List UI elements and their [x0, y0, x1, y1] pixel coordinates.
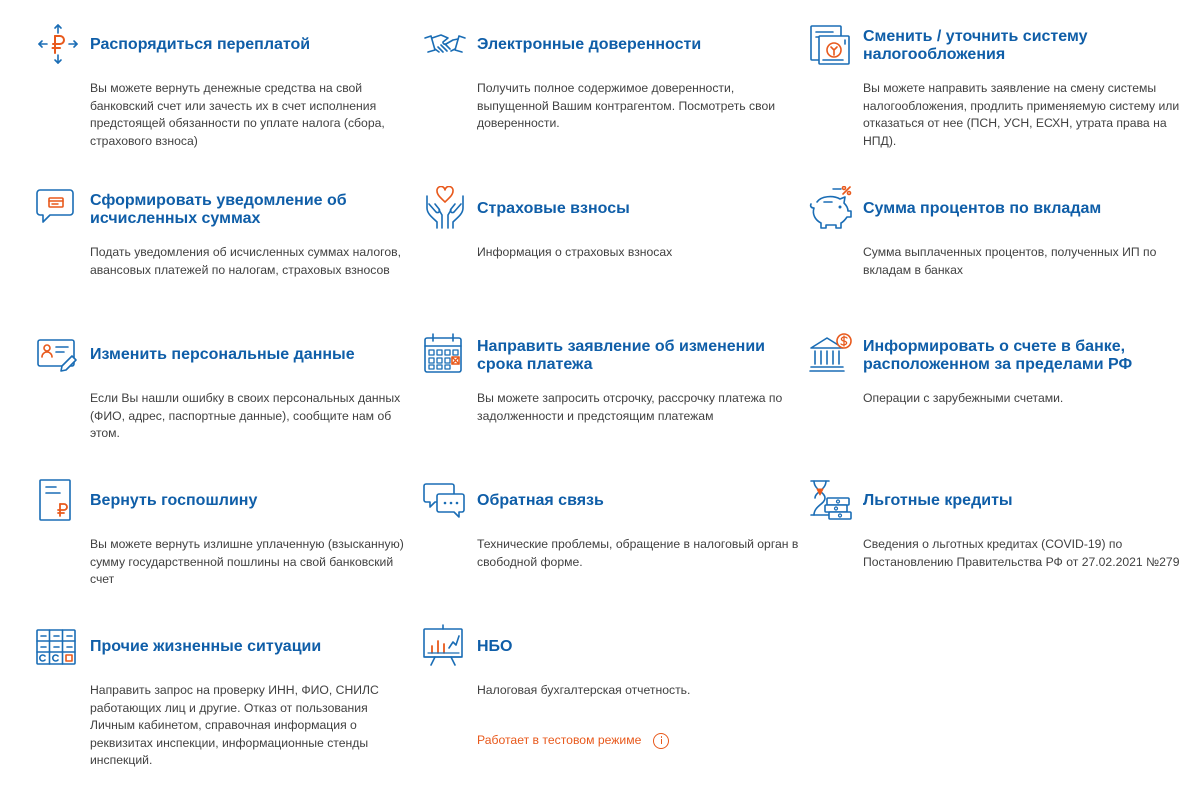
overpayment-ruble-icon [36, 22, 80, 66]
notification-message-icon [36, 186, 80, 230]
service-title[interactable]: Льготные кредиты [863, 492, 1013, 509]
service-description: Получить полное содержимое доверенности, выпущенной Вашим контрагентом. Посмотреть свои доверенности. [477, 81, 776, 131]
service-description: Вы можете направить заявление на смену системы налогообложения, продлить применяемую систему или отказаться от нее (ПСН, УСН, ЕСХН, утрата права на НПД). [863, 81, 1180, 148]
service-title[interactable]: Обратная связь [477, 492, 604, 509]
handshake-icon [423, 22, 467, 66]
service-description: Направить запрос на проверку ИНН, ФИО, СНИЛС работающих лиц и другие. Отказ от пользования Личным кабинетом, справочная информация о реквизитах инспекции, информационные стенды инспекций. [90, 683, 379, 768]
service-description: Вы можете вернуть излишне уплаченную (взысканную) сумму государственной пошлины на свой банковский счет [90, 537, 404, 587]
service-description: Сведения о льготных кредитах (COVID-19) по Постановлению Правительства РФ от 27.02.2021 №279 [863, 537, 1180, 569]
service-title[interactable]: Распорядиться переплатой [90, 36, 311, 53]
service-description: Операции с зарубежными счетами. [863, 391, 1064, 405]
service-title[interactable]: Страховые взносы [477, 200, 630, 217]
hourglass-money-icon [809, 478, 853, 522]
service-title[interactable]: Направить заявление об изменении срока платежа [477, 338, 765, 373]
status-text: Работает в тестовом режиме [477, 733, 642, 747]
id-card-edit-icon [36, 332, 80, 376]
service-description: Технические проблемы, обращение в налоговый орган в свободной форме. [477, 537, 799, 569]
service-description: Налоговая бухгалтерская отчетность. [477, 683, 691, 697]
chat-bubbles-icon [423, 478, 467, 522]
service-title[interactable]: Вернуть госпошлину [90, 492, 258, 509]
document-ruble-icon [36, 478, 80, 522]
service-title[interactable]: Сумма процентов по вкладам [863, 200, 1102, 217]
service-title[interactable]: НБО [477, 638, 513, 655]
service-title[interactable]: Прочие жизненные ситуации [90, 638, 322, 655]
test-mode-status [477, 732, 669, 749]
service-title[interactable]: Сменить / уточнить систему налогообложения [863, 28, 1088, 63]
cabinet-icon [36, 624, 80, 668]
service-description: Сумма выплаченных процентов, полученных ИП по вкладам в банках [863, 245, 1157, 277]
hands-heart-icon [423, 186, 467, 230]
service-description: Информация о страховых взносах [477, 245, 673, 259]
tax-document-emblem-icon [809, 22, 853, 66]
presentation-chart-icon [423, 624, 467, 668]
service-description: Вы можете запросить отсрочку, рассрочку платежа по задолженности и предстоящим платежам [477, 391, 783, 423]
service-title[interactable]: Информировать о счете в банке, расположенном за пределами РФ [863, 338, 1133, 373]
service-title[interactable]: Изменить персональные данные [90, 346, 355, 363]
service-title[interactable]: Электронные доверенности [477, 36, 702, 53]
info-icon[interactable] [653, 733, 669, 749]
service-title[interactable]: Сформировать уведомление об исчисленных суммах [90, 192, 347, 227]
service-description: Подать уведомления об исчисленных суммах налогов, авансовых платежей по налогам, страховых взносов [90, 245, 402, 277]
foreign-bank-icon [809, 332, 853, 376]
calendar-icon [423, 332, 467, 376]
service-description: Вы можете вернуть денежные средства на свой банковский счет или зачесть их в счет исполнения предстоящей обязанности по уплате налога (сбора, страхового взноса) [90, 81, 385, 148]
piggy-bank-percent-icon [809, 186, 853, 230]
service-description: Если Вы нашли ошибку в своих персональных данных (ФИО, адрес, паспортные данные), сообщите нам об этом. [90, 391, 401, 441]
